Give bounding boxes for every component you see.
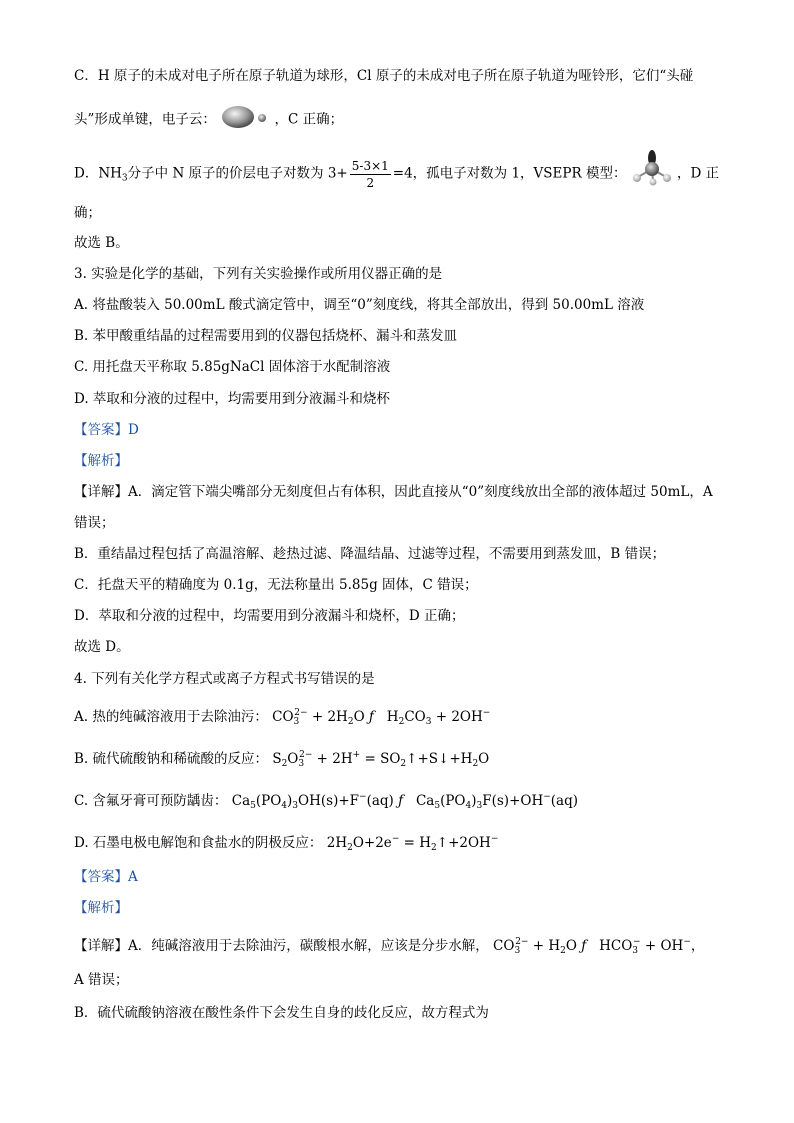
q4-option-d-equation: $2H_2O+2e^-$ = $H_2↑+2OH^-$ xyxy=(326,834,499,853)
q4-answer: 【答案】A xyxy=(74,869,138,885)
q4-detail-a1 xyxy=(74,932,704,961)
electron-cloud-icon xyxy=(220,104,270,136)
fraction-denominator: 2 xyxy=(366,175,375,190)
question-3: 3. 实验是化学的基础，下列有关实验操作或所用仪器正确的是 xyxy=(74,266,443,282)
valence-fraction xyxy=(350,158,391,191)
option-d-line1 xyxy=(74,150,719,198)
option-d-line2: 确； xyxy=(74,205,101,221)
q4-option-c-label: C. 含氟牙膏可预防龋齿： xyxy=(74,793,228,809)
q4-option-c-equation: $Ca_5(PO_4)_3OH(s)+F^-(aq)$ ƒ $Ca_5(PO_4)_3F(s)+OH^-(aq)$ xyxy=(231,792,579,811)
q4-option-b-equation: $S_2O_3^{2-} + 2H^+$ = $SO_2↑+S↓+H_2O$ xyxy=(272,750,490,769)
question-4: 4. 下列有关化学方程式或离子方程式书写错误的是 xyxy=(74,671,375,687)
q3-option-b: B. 苯甲酸重结晶的过程需要用到的仪器包括烧杯、漏斗和蒸发皿 xyxy=(74,328,458,344)
option-d-text-start: D．NH xyxy=(74,165,122,182)
q3-detail-b: B．重结晶过程包括了高温溶解、趁热过滤、降温结晶、过滤等过程，不需要用到蒸发皿，B 错误； xyxy=(74,546,666,562)
q3-detail-c: C．托盘天平的精确度为 0.1g，无法称量出 5.85g 固体，C 错误； xyxy=(74,577,478,593)
choose-b: 故选 B。 xyxy=(74,235,129,251)
q3-option-a: A. 将盐酸装入 50.00mL 酸式滴定管中，调至“0”刻度线，将其全部放出，得到 50.00mL 溶液 xyxy=(74,297,645,313)
q4-option-a-equation: $CO_3^{2-} + 2H_2O$ ƒ $H_2CO_3 + 2OH^-$ xyxy=(272,708,491,727)
q4-option-a xyxy=(74,703,490,732)
q4-option-b-label: B. 硫代硫酸钠和稀硫酸的反应： xyxy=(74,751,269,767)
q4-analysis-heading: 【解析】 xyxy=(74,900,128,916)
choose-d: 故选 D。 xyxy=(74,639,130,655)
q4-detail-a2: A 错误； xyxy=(74,972,129,988)
q3-option-c: C. 用托盘天平称取 5.85gNaCl 固体溶于水配制溶液 xyxy=(74,359,391,375)
q3-detail-a2: 错误； xyxy=(74,515,115,531)
vsepr-model-icon xyxy=(631,150,673,198)
q4-detail-b: B．硫代硫酸钠溶液在酸性条件下会发生自身的歧化反应，故方程式为 xyxy=(74,1005,489,1021)
q3-analysis-heading: 【解析】 xyxy=(74,453,128,469)
option-d-result: ，D 正 xyxy=(677,165,720,182)
option-c-line1: C．H 原子的未成对电子所在原子轨道为球形，Cl 原子的未成对电子所在原子轨道为哑铃形，它们“头碰 xyxy=(74,68,694,84)
option-c-result: ，C 正确； xyxy=(274,111,344,128)
q4-option-d xyxy=(74,829,498,858)
q3-detail-a1: 【详解】A．滴定管下端尖嘴部分无刻度但占有体积，因此直接从“0”刻度线放出全部的液体超过 50mL，A xyxy=(74,484,713,500)
q3-detail-d: D．萃取和分液的过程中，均需要用到分液漏斗和烧杯，D 正确； xyxy=(74,608,465,624)
option-c-text: 头”形成单键，电子云： xyxy=(74,111,216,128)
q4-option-a-label: A. 热的纯碱溶液用于去除油污： xyxy=(74,709,268,725)
option-d-text-mid: 分子中 N 原子的价层电子对数为 3+ xyxy=(127,165,348,182)
nh3-subscript: 3 xyxy=(121,173,128,184)
option-d-text-mid2: =4，孤电子对数为 1，VSEPR 模型： xyxy=(392,165,627,182)
q4-detail-a-equation: $CO_3^{2-} + H_2O$ ƒ $HCO_3^- + OH^-$， xyxy=(493,937,705,956)
q4-option-d-label: D. 石墨电极电解饱和食盐水的阴极反应： xyxy=(74,835,323,851)
q3-option-d: D. 萃取和分液的过程中，均需要用到分液漏斗和烧杯 xyxy=(74,391,390,407)
fraction-numerator: 5-3×1 xyxy=(351,158,389,173)
option-c-line2 xyxy=(74,104,343,136)
q3-answer: 【答案】D xyxy=(74,422,139,438)
q4-detail-a-text: 【详解】A．纯碱溶液用于去除油污，碳酸根水解，应该是分步水解， xyxy=(74,938,489,954)
q4-option-c xyxy=(74,787,578,816)
q4-option-b xyxy=(74,745,489,774)
